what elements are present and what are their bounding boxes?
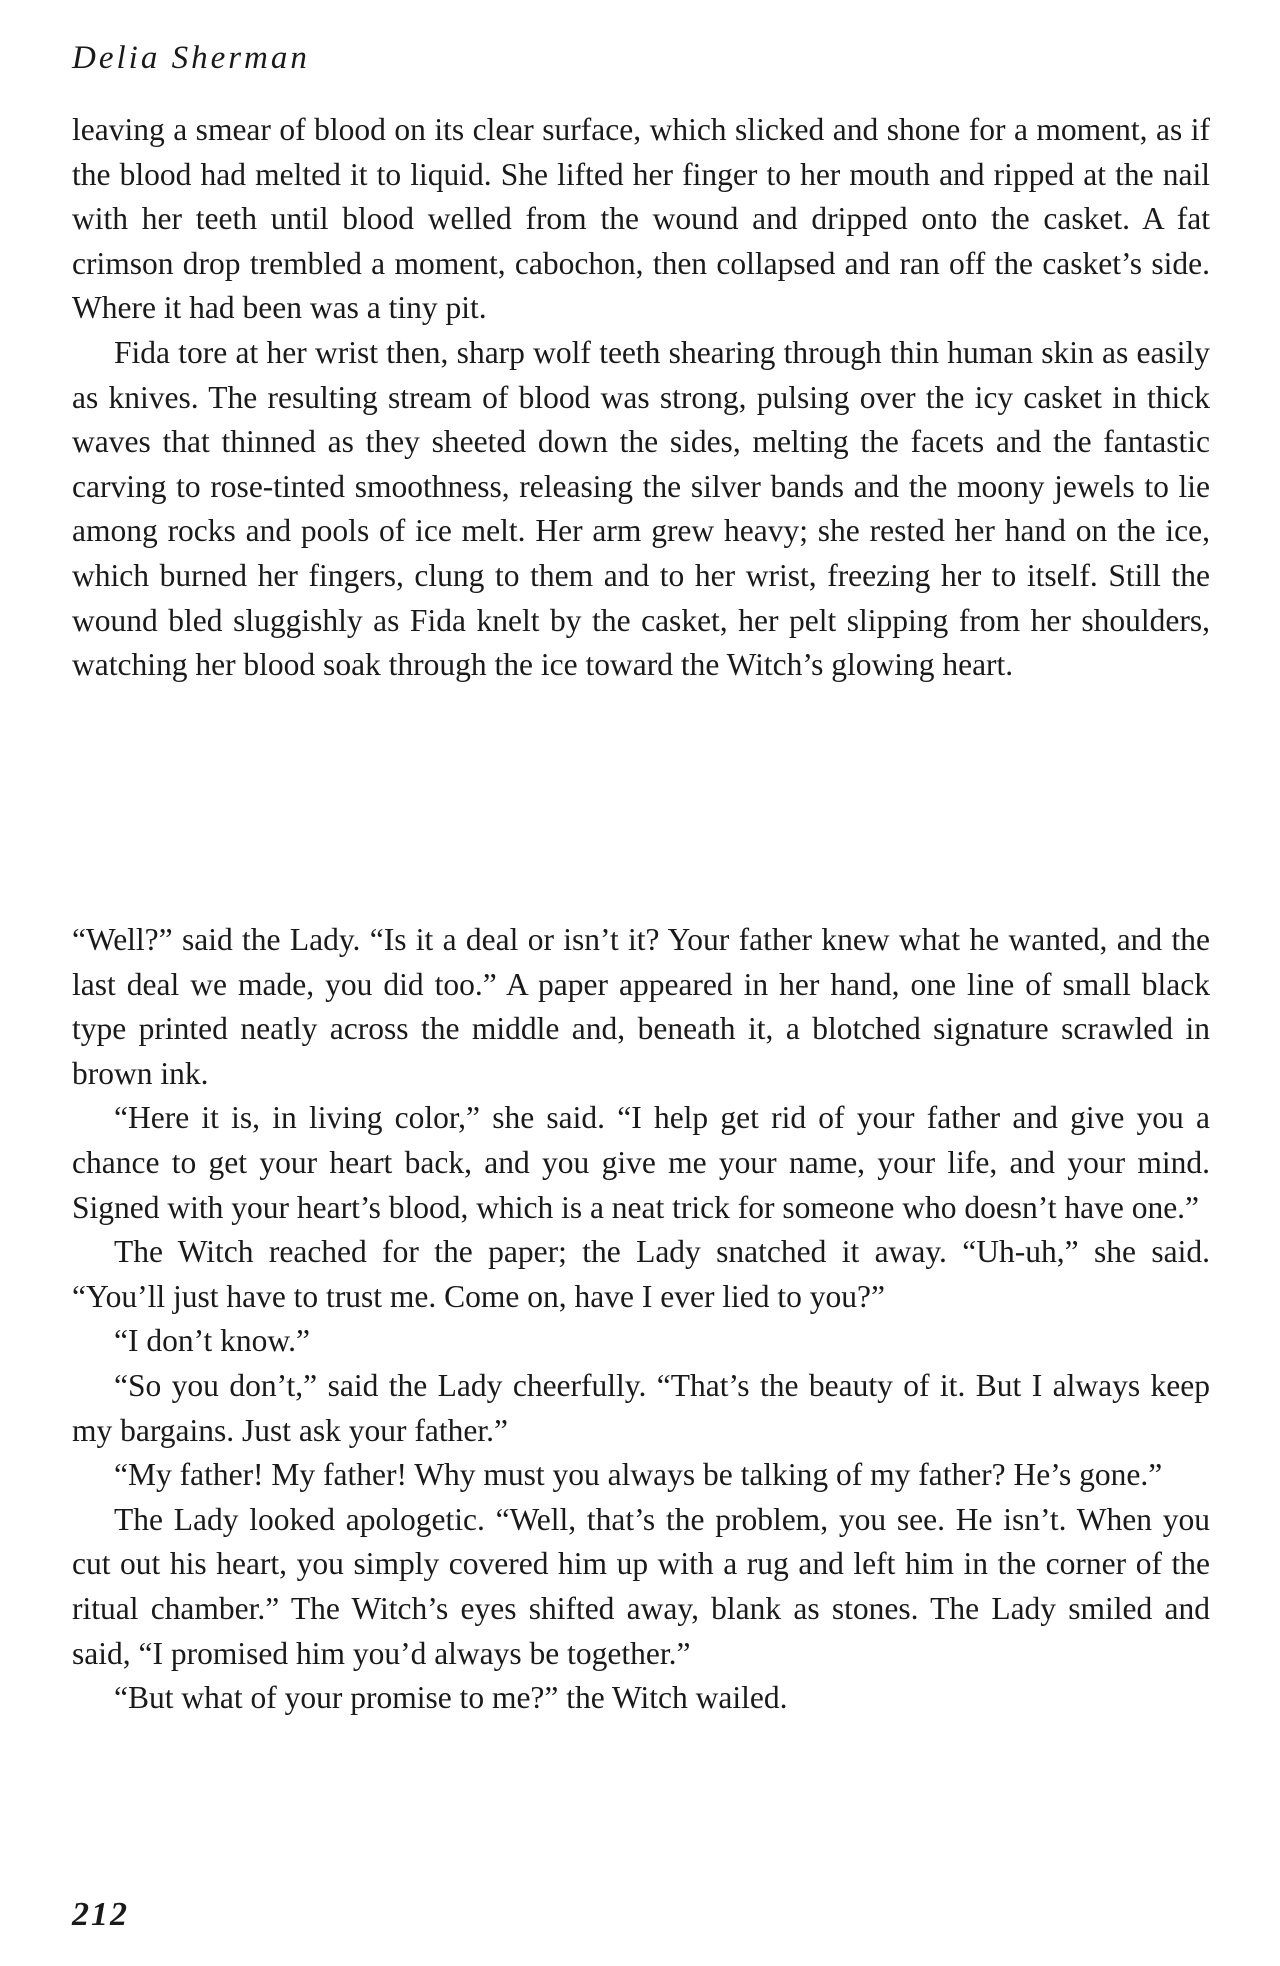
paragraph: The Witch reached for the paper; the Lady snatched it away. “Uh-uh,” she said. “You’ll just have to trust me. Come on, have I ever lied to you?”	[72, 1234, 1210, 1314]
paragraph: “My father! My father! Why must you always be talking of my father? He’s gone.”	[114, 1457, 1163, 1493]
paragraph: “Well?” said the Lady. “Is it a deal or isn’t it? Your father knew what he wanted, and the last deal we made, you did too.” A paper appeared in her hand, one line of small black type printed neatly across the middle and, beneath it, a blotched signature scrawled in brown ink.	[72, 922, 1210, 1091]
paragraph: leaving a smear of blood on its clear surface, which slicked and shone for a moment, as if the blood had melted it to liquid. She lifted her finger to her mouth and ripped at the nail with her teeth until blood welled from the wound and dripped onto the casket. A fat crimson drop trembled a moment, cabochon, then collapsed and ran off the casket’s side. Where it had been was a tiny pit.	[72, 112, 1210, 326]
running-head-author: Delia Sherman	[72, 40, 310, 76]
paragraph: “I don’t know.”	[114, 1323, 310, 1359]
paragraph: “But what of your promise to me?” the Witch wailed.	[114, 1680, 788, 1716]
page-number: 212	[72, 1896, 129, 1933]
paragraph: The Lady looked apologetic. “Well, that’s the problem, you see. He isn’t. When you cut out his heart, you simply covered him up with a rug and left him in the corner of the ritual chamber.” The Witch’s eyes shifted away, blank as stones. The Lady smiled and said, “I promised him you’d always be together.”	[72, 1501, 1210, 1671]
text-section-2	[72, 918, 1210, 1721]
text-section-1	[72, 108, 1210, 688]
paragraph: “Here it is, in living color,” she said. “I help get rid of your father and give you a chance to get your heart back, and you give me your name, your life, and your mind. Signed with your heart’s blood, which is a neat trick for someone who doesn’t have one.”	[72, 1100, 1210, 1225]
paragraph: “So you don’t,” said the Lady cheerfully. “That’s the beauty of it. But I always keep my bargains. Just ask your father.”	[72, 1367, 1210, 1448]
paragraph: Fida tore at her wrist then, sharp wolf teeth shearing through thin human skin as easily as knives. The resulting stream of blood was strong, pulsing over the icy casket in thick waves that thinned as they sheeted down the sides, melting the facets and the fantastic carving to rose-tinted smoothness, releasing the silver bands and the moony jewels to lie among rocks and pools of ice melt. Her arm grew heavy; she rested her hand on the ice, which burned her fingers, clung to them and to her wrist, freezing her to itself. Still the wound bled sluggishly as Fida knelt by the casket, her pelt slipping from her shoulders, watching her blood soak through the ice toward the Witch’s glowing heart.	[72, 334, 1210, 683]
